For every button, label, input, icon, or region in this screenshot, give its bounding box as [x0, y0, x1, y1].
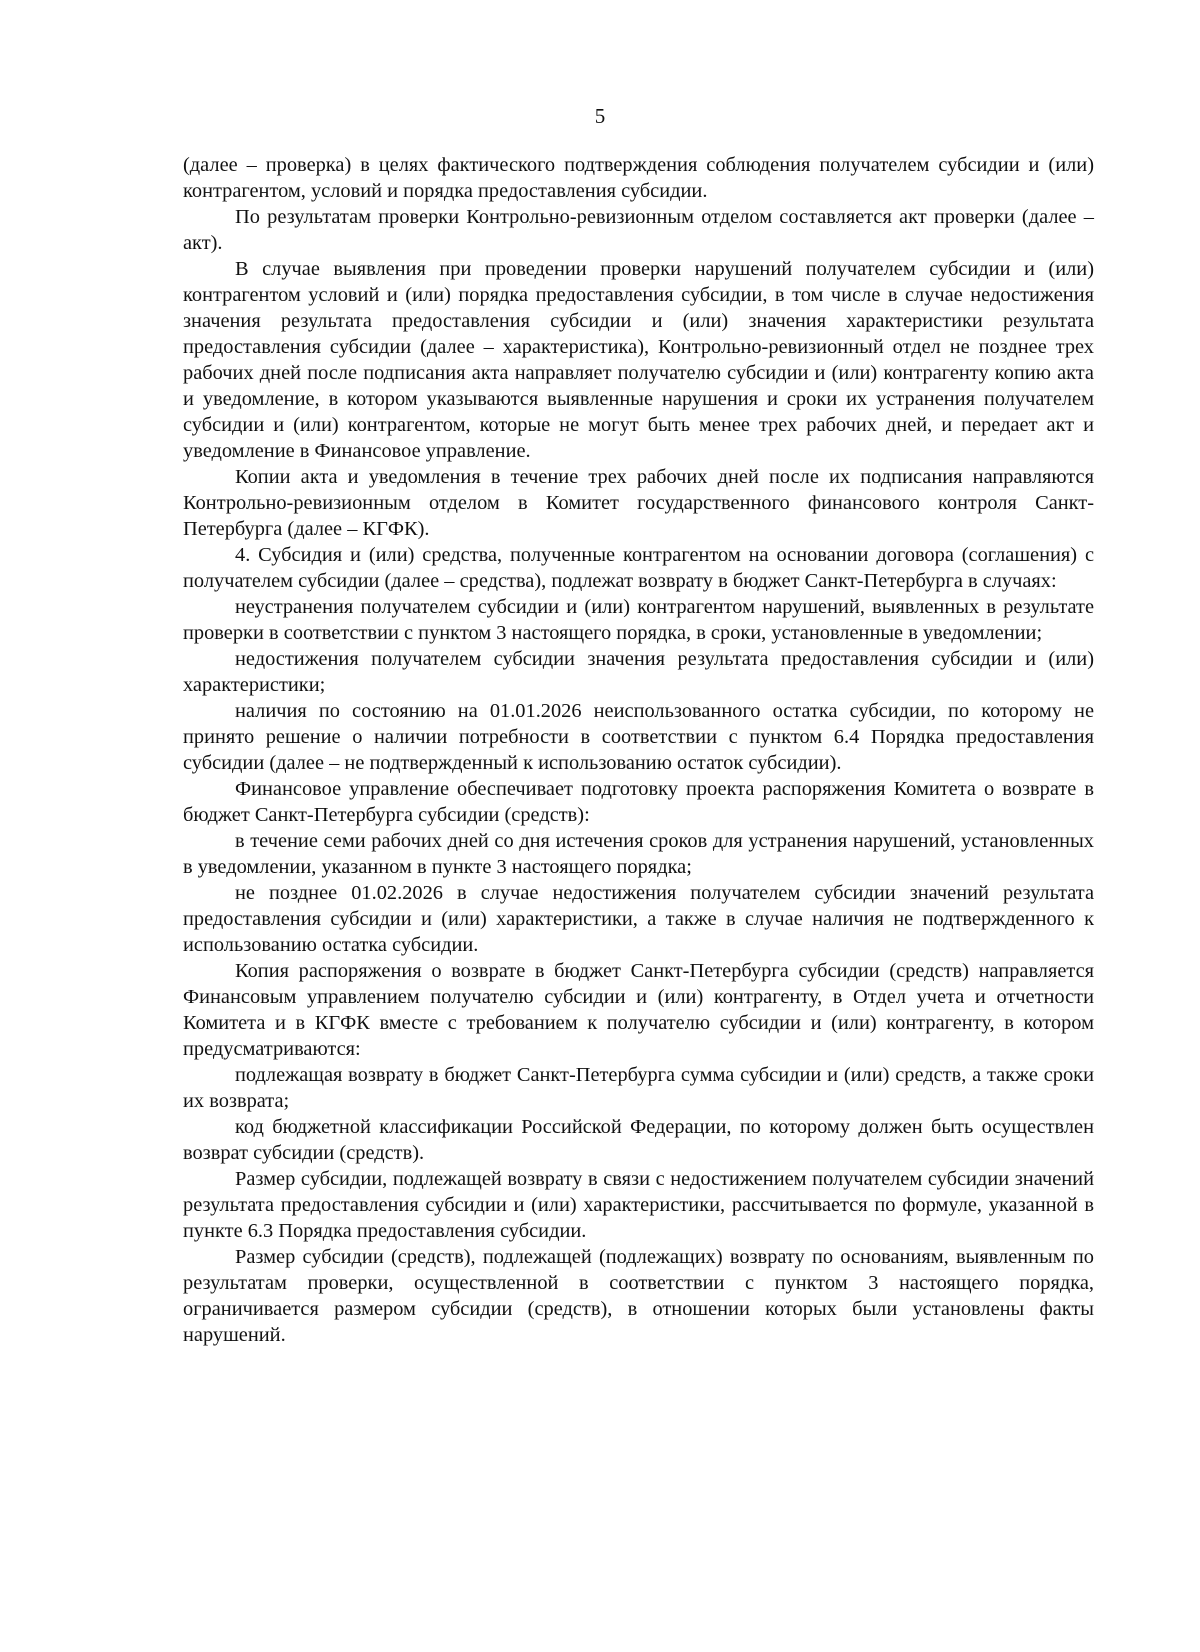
- paragraph-amount-limit: Размер субсидии (средств), подлежащей (подлежащих) возврату по основаниям, выявленным по результатам проверки, осуществленной в соответствии с пунктом 3 настоящего порядка, ограничивается размером субсидии (средств), в отношении которых были установлены факты нарушений.: [183, 1246, 1094, 1346]
- paragraph-copies-to-kgfk: Копии акта и уведомления в течение трех рабочих дней после их подписания направляются Контрольно-ревизионным отделом в Комитет государственного финансового контроля Санкт-Петербурга (далее – КГФК).: [183, 466, 1094, 540]
- page-number: 5: [594, 104, 606, 128]
- paragraph-case-unused-balance: наличия по состоянию на 01.01.2026 неиспользованного остатка субсидии, по которому не принято решение о наличии потребности в соответствии с пунктом 6.4 Порядка предоставления субсидии (далее – не подтвержденный к использованию остаток субсидии).: [183, 700, 1094, 774]
- paragraph-term-seven-days: в течение семи рабочих дней со дня истечения сроков для устранения нарушений, установленных в уведомлении, указанном в пункте 3 настоящего порядка;: [183, 830, 1094, 878]
- paragraph-budget-code: код бюджетной классификации Российской Федерации, по которому должен быть осуществлен возврат субсидии (средств).: [183, 1116, 1094, 1164]
- paragraph-case-non-achievement: недостижения получателем субсидии значения результата предоставления субсидии и (или) характеристики;: [183, 648, 1094, 696]
- paragraph-check-act: По результатам проверки Контрольно-ревизионным отделом составляется акт проверки (далее – акт).: [183, 206, 1094, 254]
- paragraph-return-amount: подлежащая возврату в бюджет Санкт-Петербурга сумма субсидии и (или) средств, а также сроки их возврата;: [183, 1064, 1094, 1112]
- paragraph-term-deadline: не позднее 01.02.2026 в случае недостижения получателем субсидии значений результата предоставления субсидии и (или) характеристики, а также в случае наличия не подтвержденного к использованию остатка субсидии.: [183, 882, 1094, 956]
- paragraph-case-non-elimination: неустранения получателем субсидии и (или) контрагентом нарушений, выявленных в результате проверки в соответствии с пунктом 3 настоящего порядка, в сроки, установленные в уведомлении;: [183, 596, 1094, 644]
- paragraph-formula: Размер субсидии, подлежащей возврату в связи с недостижением получателем субсидии значений результата предоставления субсидии и (или) характеристики, рассчитывается по формуле, указанной в пункте 6.3 Порядка предоставления субсидии.: [183, 1168, 1094, 1242]
- paragraph-order-preparation: Финансовое управление обеспечивает подготовку проекта распоряжения Комитета о возврате в бюджет Санкт-Петербурга субсидии (средств):: [183, 778, 1094, 826]
- paragraph-item-4-return-cases: 4. Субсидия и (или) средства, полученные контрагентом на основании договора (соглашения) с получателем субсидии (далее – средства), подлежат возврату в бюджет Санкт-Петербурга в случаях:: [183, 544, 1094, 592]
- document-body: [183, 152, 1094, 1348]
- paragraph-check-continuation: (далее – проверка) в целях фактического подтверждения соблюдения получателем субсидии и (или) контрагентом, условий и порядка предоставления субсидии.: [183, 154, 1094, 202]
- paragraph-order-copy: Копия распоряжения о возврате в бюджет Санкт-Петербурга субсидии (средств) направляется Финансовым управлением получателю субсидии и (или) контрагенту, в Отдел учета и отчетности Комитета и в КГФК вместе с требованием к получателю субсидии и (или) контрагенту, в котором предусматриваются:: [183, 960, 1094, 1060]
- paragraph-violations-notice: В случае выявления при проведении проверки нарушений получателем субсидии и (или) контрагентом условий и (или) порядка предоставления субсидии, в том числе в случае недостижения значения результата предоставления субсидии и (или) значения характеристики результата предоставления субсидии (далее – характеристика), Контрольно-ревизионный отдел не позднее трех рабочих дней после подписания акта направляет получателю субсидии и (или) контрагенту копию акта и уведомление, в котором указываются выявленные нарушения и сроки их устранения получателем субсидии и (или) контрагентом, которые не могут быть менее трех рабочих дней, и передает акт и уведомление в Финансовое управление.: [183, 258, 1094, 462]
